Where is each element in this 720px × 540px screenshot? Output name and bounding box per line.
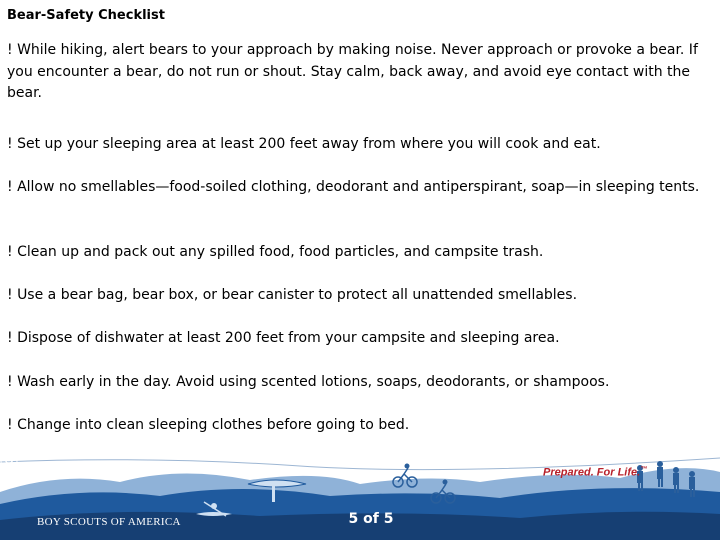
footer-banner — [0, 452, 720, 540]
tagline — [543, 466, 647, 479]
checklist-item-bear-bag: ! Use a bear bag, bear box, or bear canister to protect all unattended smellables. — [7, 287, 578, 303]
trademark-mark: ™ — [640, 466, 648, 473]
fleur-de-lis-icon — [0, 452, 18, 470]
checklist-item-dishwater: ! Dispose of dishwater at least 200 feet from your campsite and sleeping area. — [7, 330, 560, 346]
checklist-item-wash: ! Wash early in the day. Avoid using scented lotions, soaps, deodorants, or shampoos. — [7, 374, 610, 390]
checklist-item-cleanup: ! Clean up and pack out any spilled food, food particles, and campsite trash. — [7, 244, 544, 260]
checklist-item-smellables: ! Allow no smellables—food-soiled clothing, deodorant and antiperspirant, soap—in sleeping tents. — [7, 179, 700, 195]
page-number: 5 of 5 — [348, 511, 394, 527]
bsa-logo-text: BOY SCOUTS OF AMERICA — [37, 516, 181, 528]
checklist-item-clothes: ! Change into clean sleeping clothes before going to bed. — [7, 417, 410, 433]
tagline-text: Prepared. For Life. — [543, 466, 641, 479]
checklist-item-sleeping-area: ! Set up your sleeping area at least 200 feet away from where you will cook and eat. — [7, 136, 601, 152]
checklist-item-hiking: ! While hiking, alert bears to your approach by making noise. Never approach or provoke a bear. If you encounter a bear, do not run or shout. Stay calm, back away, and avoid eye contact with the bear. — [7, 42, 698, 101]
page-title: Bear-Safety Checklist — [7, 8, 165, 23]
